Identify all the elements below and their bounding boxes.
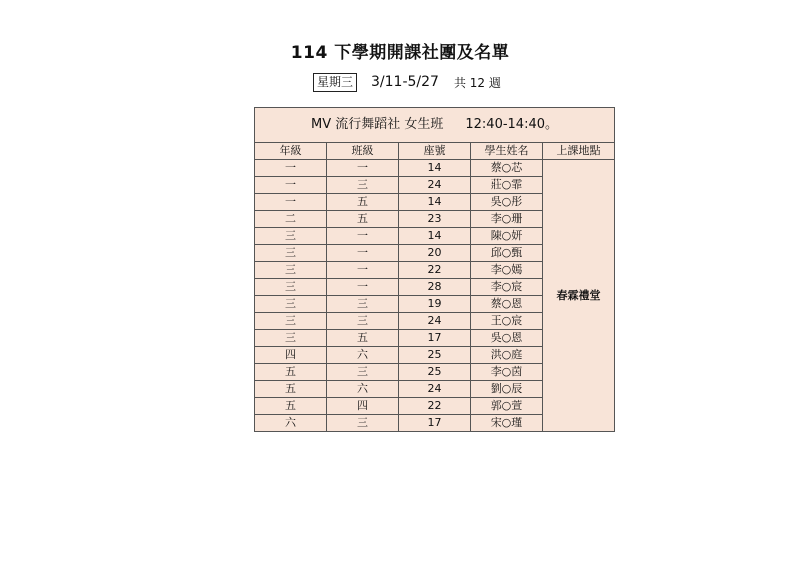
grade-cell: 六 [255, 415, 327, 432]
class-cell: 一 [327, 262, 399, 279]
class-cell: 四 [327, 398, 399, 415]
seat-cell: 25 [399, 364, 471, 381]
grade-cell: 三 [255, 279, 327, 296]
seat-cell: 17 [399, 415, 471, 432]
class-cell: 三 [327, 415, 399, 432]
grade-cell: 四 [255, 347, 327, 364]
seat-cell: 24 [399, 313, 471, 330]
class-cell: 三 [327, 296, 399, 313]
table-row [255, 160, 615, 177]
column-header-row [255, 143, 615, 160]
page-title: 114 下學期開課社團及名單 [290, 43, 510, 63]
class-cell: 一 [327, 228, 399, 245]
class-cell: 六 [327, 347, 399, 364]
grade-cell: 三 [255, 228, 327, 245]
club-name: MV 流行舞蹈社 女生班 [311, 117, 444, 132]
club-header-row [255, 108, 615, 143]
student-name-cell: 莊○霏 [471, 177, 543, 194]
class-cell: 五 [327, 330, 399, 347]
student-name-cell: 邱○甄 [471, 245, 543, 262]
class-cell: 三 [327, 313, 399, 330]
grade-cell: 五 [255, 398, 327, 415]
seat-cell: 14 [399, 228, 471, 245]
class-cell: 一 [327, 279, 399, 296]
student-name-cell: 李○嫣 [471, 262, 543, 279]
seat-cell: 19 [399, 296, 471, 313]
student-name-cell: 郭○萱 [471, 398, 543, 415]
seat-cell: 25 [399, 347, 471, 364]
club-time: 12:40-14:40。 [465, 117, 558, 132]
student-name-cell: 蔡○恩 [471, 296, 543, 313]
seat-cell: 14 [399, 194, 471, 211]
grade-cell: 三 [255, 313, 327, 330]
seat-cell: 22 [399, 398, 471, 415]
grade-cell: 三 [255, 330, 327, 347]
column-header-class: 班級 [327, 143, 399, 160]
grade-cell: 一 [255, 194, 327, 211]
grade-cell: 三 [255, 296, 327, 313]
student-name-cell: 李○茵 [471, 364, 543, 381]
student-name-cell: 蔡○芯 [471, 160, 543, 177]
column-header-grade: 年級 [255, 143, 327, 160]
class-cell: 三 [327, 177, 399, 194]
student-name-cell: 吳○彤 [471, 194, 543, 211]
class-cell: 六 [327, 381, 399, 398]
seat-cell: 17 [399, 330, 471, 347]
seat-cell: 24 [399, 381, 471, 398]
seat-cell: 23 [399, 211, 471, 228]
grade-cell: 二 [255, 211, 327, 228]
student-name-cell: 宋○瑾 [471, 415, 543, 432]
week-count: 共 12 週 [453, 75, 501, 90]
class-cell: 一 [327, 245, 399, 262]
grade-cell: 三 [255, 262, 327, 279]
seat-cell: 22 [399, 262, 471, 279]
roster-table [254, 107, 615, 432]
column-header-seat: 座號 [399, 143, 471, 160]
grade-cell: 五 [255, 364, 327, 381]
grade-cell: 五 [255, 381, 327, 398]
student-name-cell: 吳○恩 [471, 330, 543, 347]
class-cell: 五 [327, 211, 399, 228]
student-name-cell: 李○宸 [471, 279, 543, 296]
column-header-location: 上課地點 [543, 143, 615, 160]
class-cell: 五 [327, 194, 399, 211]
grade-cell: 一 [255, 177, 327, 194]
schedule-line [313, 72, 501, 92]
student-name-cell: 李○珊 [471, 211, 543, 228]
day-label: 星期三 [313, 73, 357, 92]
student-name-cell: 洪○庭 [471, 347, 543, 364]
seat-cell: 24 [399, 177, 471, 194]
seat-cell: 20 [399, 245, 471, 262]
seat-cell: 28 [399, 279, 471, 296]
student-name-cell: 王○宸 [471, 313, 543, 330]
grade-cell: 三 [255, 245, 327, 262]
class-cell: 三 [327, 364, 399, 381]
seat-cell: 14 [399, 160, 471, 177]
column-header-student-name: 學生姓名 [471, 143, 543, 160]
student-name-cell: 劉○辰 [471, 381, 543, 398]
date-range: 3/11-5/27 [371, 74, 439, 90]
club-header [255, 108, 615, 143]
grade-cell: 一 [255, 160, 327, 177]
student-name-cell: 陳○妍 [471, 228, 543, 245]
class-cell: 一 [327, 160, 399, 177]
location-cell: 春霖禮堂 [543, 160, 615, 432]
